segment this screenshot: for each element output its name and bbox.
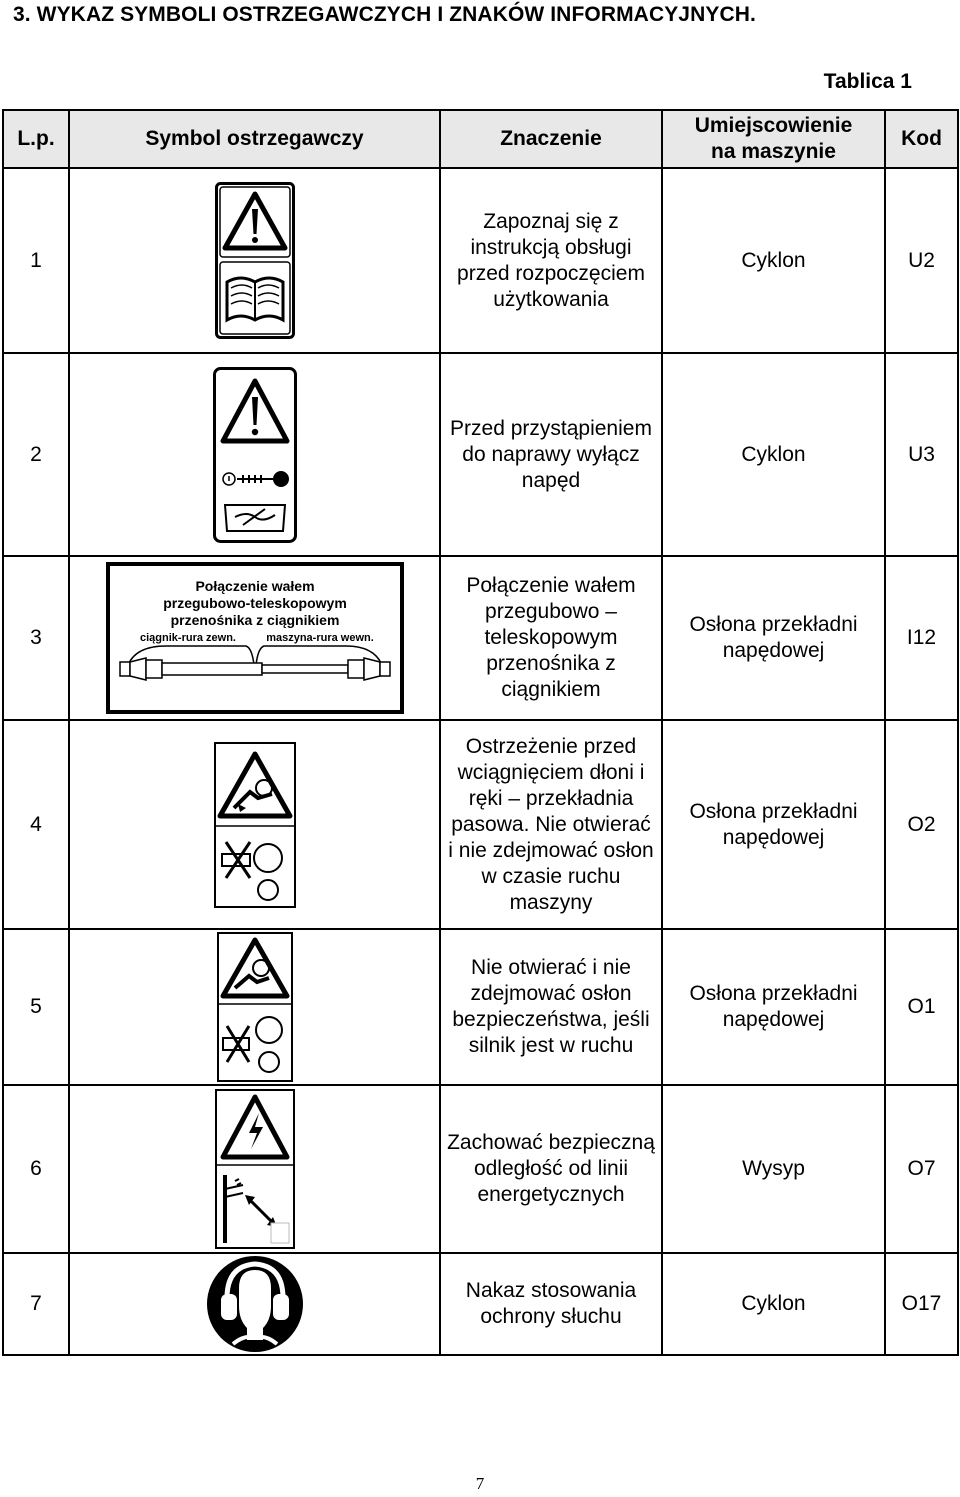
table-row [3,929,958,1085]
row-number: 6 [3,1085,69,1253]
sign-right-label: maszyna-rura wewn. [265,632,374,644]
table-row [3,1253,958,1355]
location-cell: Osłona przekładni napędowej [662,556,885,720]
code-cell: O2 [885,720,958,929]
code-cell: O17 [885,1253,958,1355]
location-cell: Osłona przekładni napędowej [662,929,885,1085]
location-cell: Wysyp [662,1085,885,1253]
location-cell: Osłona przekładni napędowej [662,720,885,929]
header-location-line1: Umiejscowienie [694,114,853,137]
location-cell: Cyklon [662,1253,885,1355]
meaning-cell: Zapoznaj się z instrukcją obsługi przed rozpoczęciem użytkowania [440,168,662,353]
symbol-cell [69,168,440,353]
row-number: 3 [3,556,69,720]
location-cell: Cyklon [662,168,885,353]
sign-line-2: przegubowo-teleskopowym [162,595,347,611]
meaning-cell: Ostrzeżenie przed wciągnięciem dłoni i ręki – przekładnia pasowa. Nie otwierać i nie zdejmować osłon w czasie ruchu maszyny [440,720,662,929]
table-row [3,168,958,353]
header-meaning: Znaczenie [440,110,662,168]
row-number: 7 [3,1253,69,1355]
sign-line-1: Połączenie wałem [194,578,315,594]
header-symbol: Symbol ostrzegawczy [69,110,440,168]
row-number: 1 [3,168,69,353]
rotating-parts-guard-icon [217,932,293,1082]
table-row [3,556,958,720]
symbol-cell [69,720,440,929]
meaning-cell: Nakaz stosowania ochrony słuchu [440,1253,662,1355]
table-row [3,720,958,929]
header-location-line2: na maszynie [711,140,836,163]
symbol-cell [69,353,440,556]
belt-drive-entanglement-icon [214,742,296,908]
code-cell: O7 [885,1085,958,1253]
read-manual-warning-icon [215,182,295,339]
symbol-cell [69,929,440,1085]
table-row [3,1085,958,1253]
location-cell: Cyklon [662,353,885,556]
code-cell: U3 [885,353,958,556]
row-number: 2 [3,353,69,556]
sign-left-label: ciągnik-rura zewn. [139,632,236,644]
symbol-cell [69,556,440,720]
symbol-cell [69,1085,440,1253]
warning-symbols-table [2,109,959,1356]
hearing-protection-icon [205,1254,305,1354]
meaning-cell: Przed przystąpieniem do naprawy wyłącz napęd [440,353,662,556]
drive-shaft-connection-icon [106,562,404,714]
sign-line-3: przenośnika z ciągnikiem [170,612,339,628]
meaning-cell: Nie otwierać i nie zdejmować osłon bezpieczeństwa, jeśli silnik jest w ruchu [440,929,662,1085]
meaning-cell: Zachować bezpieczną odległość od linii energetycznych [440,1085,662,1253]
meaning-cell: Połączenie wałem przegubowo – teleskopowym przenośnika z ciągnikiem [440,556,662,720]
header-lp: L.p. [3,110,69,168]
code-cell: U2 [885,168,958,353]
remove-key-before-repair-icon [213,367,297,543]
table-header-row [3,110,958,168]
table-row [3,353,958,556]
header-code: Kod [885,110,958,168]
code-cell: I12 [885,556,958,720]
symbol-cell [69,1253,440,1355]
power-line-distance-icon [215,1089,295,1249]
row-number: 4 [3,720,69,929]
table-caption: Tablica 1 [823,70,912,93]
code-cell: O1 [885,929,958,1085]
row-number: 5 [3,929,69,1085]
header-location [662,110,885,168]
section-heading: 3. WYKAZ SYMBOLI OSTRZEGAWCZYCH I ZNAKÓW INFORMACYJNYCH. [13,3,756,26]
page-number: 7 [475,1474,485,1493]
